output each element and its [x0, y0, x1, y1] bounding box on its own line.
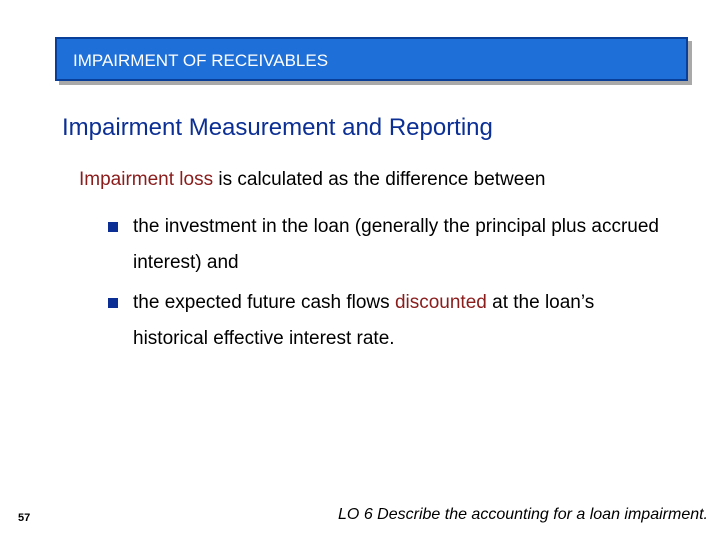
intro-rest: is calculated as the difference between — [213, 169, 546, 190]
learning-objective-footer: LO 6 Describe the accounting for a loan impairment. — [338, 506, 708, 523]
section-heading: Impairment Measurement and Reporting — [62, 114, 493, 141]
page-number: 57 — [18, 512, 31, 524]
discounted-term: discounted — [394, 292, 487, 313]
bullet-marker-2 — [108, 298, 118, 308]
bullet-marker-1 — [108, 222, 118, 232]
title-banner — [55, 37, 688, 81]
bullet-text-2 — [133, 285, 673, 357]
impairment-loss-term: Impairment loss — [79, 169, 214, 190]
bullet-2-after: at the loan’s historical effective interest rate. — [133, 292, 595, 349]
intro-text — [79, 169, 545, 191]
bullet-text-1: the investment in the loan (generally the principal plus accrued interest) and — [133, 216, 659, 273]
bullet-2-before: the expected future cash flows — [133, 292, 395, 313]
banner-title: IMPAIRMENT OF RECEIVABLES — [73, 51, 329, 70]
